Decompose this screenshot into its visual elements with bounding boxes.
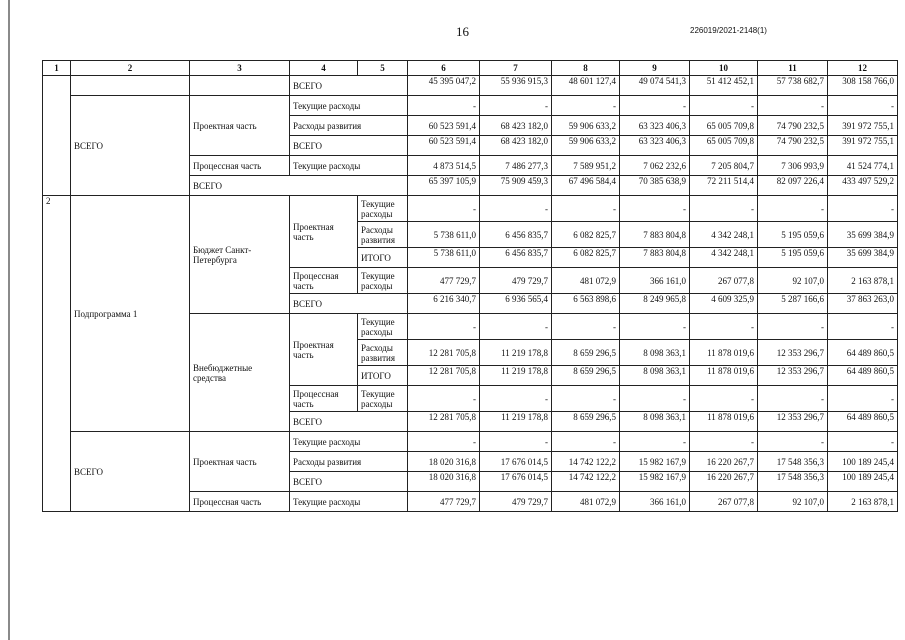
value-cell: 48 601 127,4 [552,76,620,96]
value-cell: 6 456 835,7 [480,248,552,268]
value-cell: 68 423 182,0 [480,136,552,156]
value-cell: 59 906 633,2 [552,136,620,156]
value-cell: - [408,96,480,116]
table-row [43,76,898,96]
value-cell: - [480,96,552,116]
value-cell: 8 098 363,1 [620,412,690,432]
value-cell: 6 563 898,6 [552,294,620,314]
value-cell: 11 878 019,6 [690,366,758,386]
subprogram-label: Подпрограмма 1 [71,196,190,432]
value-cell: 12 281 705,8 [408,412,480,432]
value-cell: - [828,314,898,340]
value-cell: 6 082 825,7 [552,222,620,248]
column-number-row [43,61,898,76]
source-label-budget: Бюджет Санкт-Петербурга [190,196,290,314]
table-row [43,196,898,222]
value-cell: 16 220 267,7 [690,472,758,492]
row-label: Текущие расходы [290,492,408,512]
value-cell: - [758,386,828,412]
value-cell: 11 219 178,8 [480,412,552,432]
value-cell: - [620,196,690,222]
value-cell: 12 353 296,7 [758,340,828,366]
column-header: 10 [690,61,758,76]
value-cell: 70 385 638,9 [620,176,690,196]
value-cell: 5 287 166,6 [758,294,828,314]
value-cell: 12 281 705,8 [408,340,480,366]
value-cell: 16 220 267,7 [690,452,758,472]
value-cell: 7 205 804,7 [690,156,758,176]
value-cell: 479 729,7 [480,268,552,294]
value-cell: - [552,432,620,452]
group-label-vsego: ВСЕГО [71,432,190,512]
value-cell: 68 423 182,0 [480,116,552,136]
part-label-project: Проектная часть [290,196,358,268]
value-cell: 74 790 232,5 [758,136,828,156]
table-row [43,432,898,452]
value-cell: 11 219 178,8 [480,340,552,366]
value-cell: 2 163 878,1 [828,492,898,512]
value-cell: 64 489 860,5 [828,340,898,366]
value-cell: - [690,314,758,340]
value-cell: - [690,432,758,452]
value-cell: 479 729,7 [480,492,552,512]
document-code: 226019/2021-2148(1) [690,26,767,35]
row-label: ВСЕГО [290,136,408,156]
value-cell: - [620,96,690,116]
value-cell: 65 005 709,8 [690,136,758,156]
value-cell: 481 072,9 [552,492,620,512]
row-label: Текущие расходы [290,96,408,116]
value-cell: - [408,196,480,222]
value-cell: 60 523 591,4 [408,116,480,136]
column-header: 3 [190,61,290,76]
part-label-project: Проектная часть [290,314,358,386]
value-cell: 391 972 755,1 [828,116,898,136]
value-cell: 37 863 263,0 [828,294,898,314]
value-cell: - [480,386,552,412]
value-cell: 7 062 232,6 [620,156,690,176]
value-cell: - [552,386,620,412]
value-cell: 100 189 245,4 [828,472,898,492]
value-cell: 14 742 122,2 [552,472,620,492]
row-label: Текущие расходы [290,156,408,176]
value-cell: - [758,432,828,452]
value-cell: 4 609 325,9 [690,294,758,314]
scan-edge [8,0,10,640]
row-label: Расходы развития [290,116,408,136]
value-cell: 11 878 019,6 [690,412,758,432]
value-cell: 6 936 565,4 [480,294,552,314]
value-cell: - [552,196,620,222]
value-cell: - [620,432,690,452]
value-cell: 12 353 296,7 [758,366,828,386]
value-cell: 6 216 340,7 [408,294,480,314]
value-cell: 4 873 514,5 [408,156,480,176]
value-cell: 75 909 459,3 [480,176,552,196]
value-cell: 14 742 122,2 [552,452,620,472]
value-cell: 65 397 105,9 [408,176,480,196]
value-cell: - [620,314,690,340]
value-cell: - [690,96,758,116]
value-cell: - [758,196,828,222]
value-cell: 5 195 059,6 [758,248,828,268]
value-cell: 5 738 611,0 [408,248,480,268]
row-label: ВСЕГО [290,472,408,492]
value-cell: 92 107,0 [758,492,828,512]
value-cell: - [828,96,898,116]
financing-table [42,60,898,512]
value-cell: 4 342 248,1 [690,222,758,248]
value-cell: 391 972 755,1 [828,136,898,156]
value-cell: - [408,432,480,452]
value-cell: 35 699 384,9 [828,248,898,268]
value-cell: 72 211 514,4 [690,176,758,196]
source-label-extrabudget: Внебюджетные средства [190,314,290,432]
value-cell: 433 497 529,2 [828,176,898,196]
value-cell: 60 523 591,4 [408,136,480,156]
value-cell: 5 195 059,6 [758,222,828,248]
value-cell: 8 098 363,1 [620,366,690,386]
value-cell: 74 790 232,5 [758,116,828,136]
part-label-process: Процессная часть [290,268,358,294]
column-header: 11 [758,61,828,76]
value-cell: 18 020 316,8 [408,452,480,472]
value-cell: 6 456 835,7 [480,222,552,248]
row-label: Текущие расходы [358,196,408,222]
cell [190,76,290,96]
value-cell: - [408,314,480,340]
value-cell: - [620,386,690,412]
value-cell: 82 097 226,4 [758,176,828,196]
row-label: Расходы развития [358,222,408,248]
value-cell: 477 729,7 [408,268,480,294]
value-cell: 12 281 705,8 [408,366,480,386]
value-cell: 308 158 766,0 [828,76,898,96]
value-cell: 8 659 296,5 [552,412,620,432]
value-cell: 67 496 584,4 [552,176,620,196]
value-cell: 6 082 825,7 [552,248,620,268]
value-cell: - [408,386,480,412]
value-cell: 45 395 047,2 [408,76,480,96]
value-cell: - [690,386,758,412]
value-cell: 92 107,0 [758,268,828,294]
row-label: ВСЕГО [190,176,408,196]
value-cell: 51 412 452,1 [690,76,758,96]
value-cell: 17 676 014,5 [480,452,552,472]
value-cell: 267 077,8 [690,268,758,294]
row-label: Текущие расходы [358,268,408,294]
part-label-process: Процессная часть [190,492,290,512]
value-cell: 15 982 167,9 [620,452,690,472]
value-cell: - [828,432,898,452]
value-cell: 8 659 296,5 [552,340,620,366]
value-cell: 4 342 248,1 [690,248,758,268]
value-cell: 15 982 167,9 [620,472,690,492]
value-cell: 11 878 019,6 [690,340,758,366]
part-label-process: Процессная часть [290,386,358,412]
value-cell: 7 589 951,2 [552,156,620,176]
column-header: 5 [358,61,408,76]
part-label-process: Процессная часть [190,156,290,176]
value-cell: 49 074 541,3 [620,76,690,96]
cell [71,76,190,96]
value-cell: - [480,314,552,340]
value-cell: - [480,196,552,222]
value-cell: 267 077,8 [690,492,758,512]
value-cell: - [758,314,828,340]
row-label: Текущие расходы [290,432,408,452]
row-label: ВСЕГО [290,412,408,432]
value-cell: 63 323 406,3 [620,116,690,136]
column-header: 2 [71,61,190,76]
row-label: ИТОГО [358,248,408,268]
value-cell: - [480,432,552,452]
value-cell: 7 486 277,3 [480,156,552,176]
value-cell: 17 548 356,3 [758,472,828,492]
value-cell: - [552,96,620,116]
value-cell: 481 072,9 [552,268,620,294]
column-header: 4 [290,61,358,76]
column-header: 12 [828,61,898,76]
value-cell: 7 883 804,8 [620,248,690,268]
row-number-cell [43,76,71,196]
value-cell: 12 353 296,7 [758,412,828,432]
value-cell: 64 489 860,5 [828,366,898,386]
part-label-project: Проектная часть [190,96,290,156]
value-cell: - [552,314,620,340]
value-cell: 35 699 384,9 [828,222,898,248]
value-cell: 366 161,0 [620,268,690,294]
column-header: 1 [43,61,71,76]
column-header: 9 [620,61,690,76]
value-cell: 477 729,7 [408,492,480,512]
value-cell: 65 005 709,8 [690,116,758,136]
value-cell: 18 020 316,8 [408,472,480,492]
value-cell: 7 306 993,9 [758,156,828,176]
row-label: ИТОГО [358,366,408,386]
column-header: 7 [480,61,552,76]
value-cell: - [758,96,828,116]
value-cell: 7 883 804,8 [620,222,690,248]
column-header: 6 [408,61,480,76]
value-cell: 100 189 245,4 [828,452,898,472]
value-cell: 8 098 363,1 [620,340,690,366]
value-cell: - [828,386,898,412]
row-number-cell: 2 [43,196,71,512]
row-label: Расходы развития [358,340,408,366]
value-cell: 64 489 860,5 [828,412,898,432]
row-label: Текущие расходы [358,386,408,412]
value-cell: 2 163 878,1 [828,268,898,294]
column-header: 8 [552,61,620,76]
value-cell: 63 323 406,3 [620,136,690,156]
row-label: ВСЕГО [290,294,408,314]
value-cell: 17 676 014,5 [480,472,552,492]
value-cell: 366 161,0 [620,492,690,512]
page-number: 16 [456,24,469,39]
value-cell: 17 548 356,3 [758,452,828,472]
table-row [43,96,898,116]
value-cell: 59 906 633,2 [552,116,620,136]
value-cell: 11 219 178,8 [480,366,552,386]
row-label: Текущие расходы [358,314,408,340]
value-cell: 57 738 682,7 [758,76,828,96]
value-cell: - [690,196,758,222]
value-cell: 8 249 965,8 [620,294,690,314]
value-cell: 5 738 611,0 [408,222,480,248]
part-label-project: Проектная часть [190,432,290,492]
value-cell: 8 659 296,5 [552,366,620,386]
row-label: ВСЕГО [290,76,408,96]
value-cell: 55 936 915,3 [480,76,552,96]
group-label-vsego: ВСЕГО [71,96,190,196]
value-cell: - [828,196,898,222]
value-cell: 41 524 774,1 [828,156,898,176]
row-label: Расходы развития [290,452,408,472]
